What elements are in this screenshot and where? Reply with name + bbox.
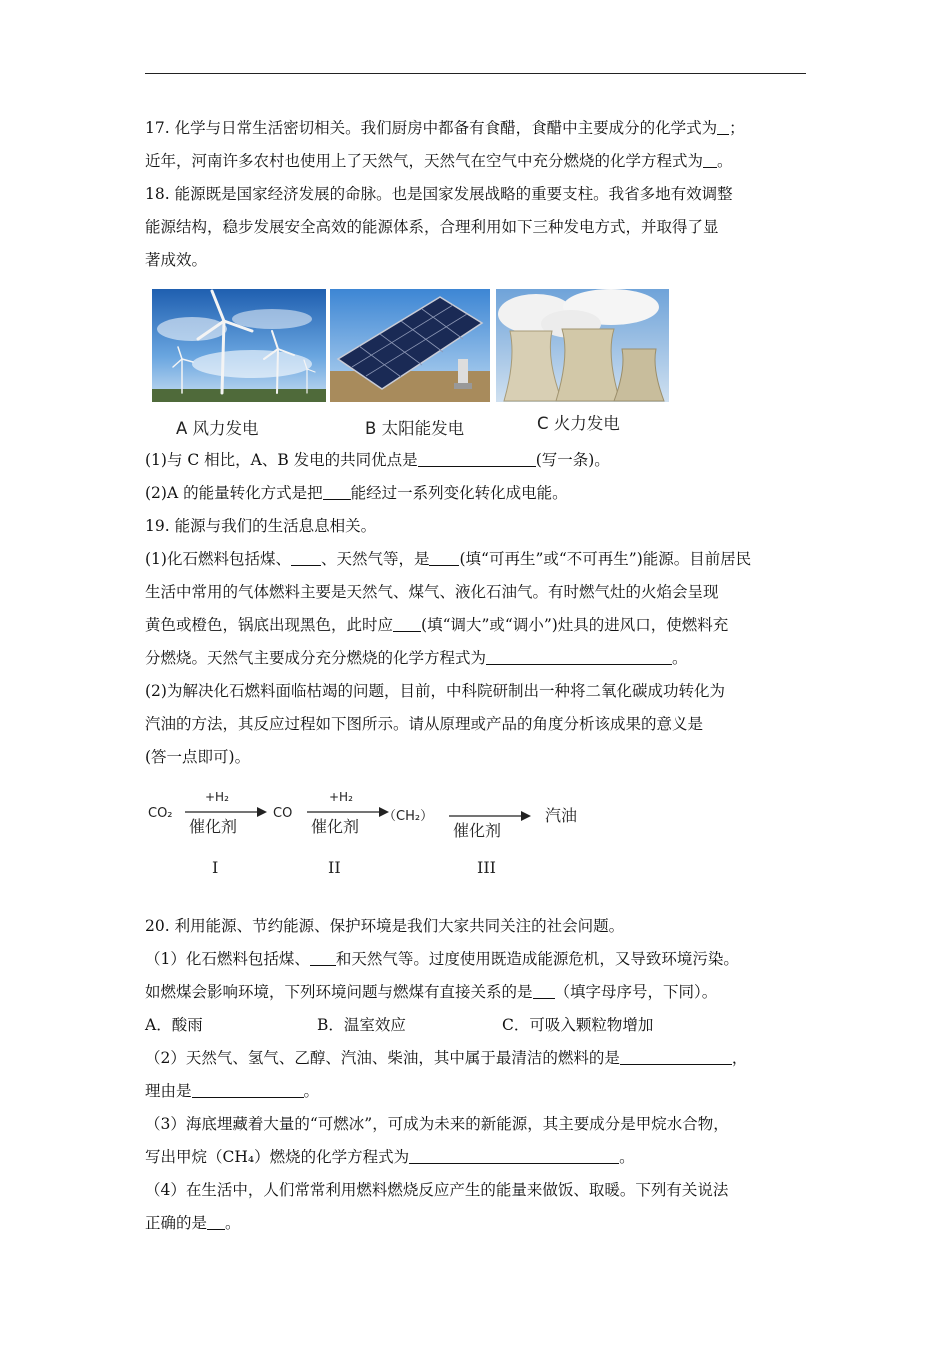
q18-line-2: 能源结构，稳步发展安全高效的能源体系，合理利用如下三种发电方式，并取得了显 bbox=[145, 218, 719, 236]
q18-sub-1: (1)与 C 相比，A、B 发电的共同优点是 (写一条)。 bbox=[145, 451, 610, 469]
document-body bbox=[145, 112, 810, 1240]
q20-options bbox=[145, 1009, 810, 1042]
q19-blank-4[interactable] bbox=[486, 647, 672, 665]
q19-blank-1[interactable] bbox=[291, 548, 321, 566]
q19-line-3: 生活中常用的气体燃料主要是天然气、煤气、液化石油气。有时燃气灶的火焰会呈现 bbox=[145, 583, 719, 601]
q20-line-9: （4）在生活中，人们常常利用燃料燃烧反应产生的能量来做饭、取暖。下列有关说法 bbox=[145, 1181, 729, 1199]
q18-sub-2: (2)A 的能量转化方式是把 能经过一系列变化转化成电能。 bbox=[145, 484, 568, 502]
reagent-label-1: +H₂ bbox=[205, 790, 229, 804]
wind-turbine-photo bbox=[152, 289, 326, 402]
q20-line-2: （1）化石燃料包括煤、 和天然气等。过度使用既造成能源危机，又导致环境污染。 bbox=[145, 950, 739, 968]
step-label-3: III bbox=[477, 858, 496, 877]
reaction-diagram bbox=[145, 790, 810, 904]
q19-blank-3[interactable] bbox=[393, 614, 421, 632]
q19-line-8: (答一点即可)。 bbox=[145, 748, 251, 766]
q17-blank-1[interactable] bbox=[717, 117, 729, 135]
q19-line-7: 汽油的方法，其反应过程如下图所示。请从原理或产品的角度分析该成果的意义是 bbox=[145, 715, 704, 733]
q19-blank-2[interactable] bbox=[429, 548, 459, 566]
q19-line-1: 19. 能源与我们的生活息息相关。 bbox=[145, 517, 377, 535]
q19-line-6: (2)为解决化石燃料面临枯竭的问题，目前，中科院研制出一种将二氧化碳成功转化为 bbox=[145, 682, 725, 700]
q17-blank-2[interactable] bbox=[703, 150, 717, 168]
q17-line-1: 17. 化学与日常生活密切相关。我们厨房中都备有食醋，食醋中主要成分的化学式为 ； bbox=[145, 119, 745, 137]
species-co: CO bbox=[273, 806, 293, 821]
q20-blank-2[interactable] bbox=[533, 981, 555, 999]
q20-line-3: 如燃煤会影响环境，下列环境问题与燃煤有直接关系的是 （填字母序号，下同）。 bbox=[145, 983, 718, 1001]
solar-panel-photo bbox=[330, 289, 490, 402]
reagent-label-2: +H₂ bbox=[329, 790, 353, 804]
q20-blank-5[interactable] bbox=[409, 1146, 619, 1164]
q20-line-10: 正确的是 。 bbox=[145, 1214, 241, 1232]
q19-line-2: (1)化石燃料包括煤、 、天然气等，是 (填“可再生”或“不可再生”)能源。目前居民 bbox=[145, 550, 752, 568]
q20-line-1: 20. 利用能源、节约能源、保护环境是我们大家共同关注的社会问题。 bbox=[145, 917, 625, 935]
q20-line-6: 理由是 。 bbox=[145, 1082, 320, 1100]
header-rule bbox=[145, 73, 806, 74]
q17-line-2: 近年，河南许多农村也使用上了天然气，天然气在空气中充分燃烧的化学方程式为 。 bbox=[145, 152, 733, 170]
q18-blank-1[interactable] bbox=[418, 449, 536, 467]
catalyst-label-2: 催化剂 bbox=[311, 817, 360, 836]
q19-line-4: 黄色或橙色，锅底出现黑色，此时应 (填“调大”或“调小”)灶具的进风口，使燃料充 bbox=[145, 616, 729, 634]
q18-blank-2[interactable] bbox=[323, 482, 351, 500]
caption-thermal: C 火力发电 bbox=[537, 414, 620, 433]
q18-line-1: 18. 能源既是国家经济发展的命脉。也是国家发展战略的重要支柱。我省多地有效调整 bbox=[145, 185, 733, 203]
option-a[interactable]: A．酸雨 bbox=[145, 1016, 203, 1034]
q20-line-5: （2）天然气、氢气、乙醇、汽油、柴油，其中属于最清洁的燃料的是 ， bbox=[145, 1049, 748, 1067]
q18-line-3: 著成效。 bbox=[145, 251, 208, 269]
step-label-1: I bbox=[212, 858, 219, 877]
q20-line-7: （3）海底埋藏着大量的“可燃冰”，可成为未来的新能源，其主要成分是甲烷水合物， bbox=[145, 1115, 729, 1133]
cooling-tower-photo bbox=[496, 289, 669, 402]
step-label-2: II bbox=[328, 858, 341, 877]
option-c[interactable]: C．可吸入颗粒物增加 bbox=[502, 1016, 654, 1034]
catalyst-label-1: 催化剂 bbox=[189, 817, 238, 836]
q17-text: 17. 化学与日常生活密切相关。我们厨房中都备有食醋，食醋中主要成分的化学式为 bbox=[145, 119, 718, 137]
q20-blank-1[interactable] bbox=[310, 948, 336, 966]
species-co2: CO₂ bbox=[148, 806, 173, 821]
option-b[interactable]: B．温室效应 bbox=[317, 1016, 406, 1034]
q20-line-8: 写出甲烷（CH₄）燃烧的化学方程式为 。 bbox=[145, 1148, 635, 1166]
catalyst-label-3: 催化剂 bbox=[453, 821, 502, 840]
species-ch2: （CH₂） bbox=[383, 809, 434, 824]
q19-line-5: 分燃烧。天然气主要成分充分燃烧的化学方程式为 。 bbox=[145, 649, 688, 667]
species-gasoline: 汽油 bbox=[545, 806, 578, 825]
q20-blank-6[interactable] bbox=[207, 1212, 225, 1230]
caption-solar: B 太阳能发电 bbox=[365, 419, 465, 438]
caption-wind: A 风力发电 bbox=[176, 419, 259, 438]
q20-blank-4[interactable] bbox=[192, 1080, 304, 1098]
q20-blank-3[interactable] bbox=[620, 1047, 732, 1065]
power-generation-images bbox=[145, 289, 810, 439]
